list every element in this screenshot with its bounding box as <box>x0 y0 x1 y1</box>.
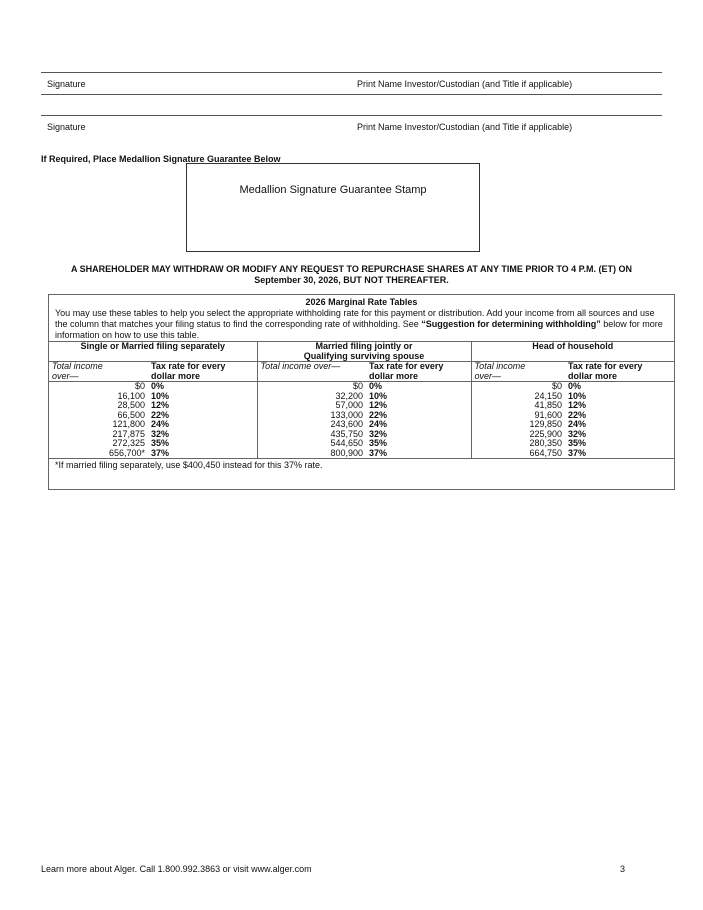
rate-single-cell: 22% <box>148 411 257 421</box>
rate-single-cell: 0% <box>148 382 257 392</box>
income-joint-cell: 133,000 <box>330 409 364 420</box>
signature-line-bottom <box>41 94 662 95</box>
rate-hoh-cell: 10% <box>568 390 587 401</box>
rate-single-cell: 32% <box>148 430 257 440</box>
income-single-cell: 217,875 <box>112 428 145 439</box>
income-joint-cell: 435,750 <box>330 428 364 439</box>
rate-joint-cell: 22% <box>366 411 471 421</box>
col-header-income-hoh: Total income over— <box>471 362 565 382</box>
income-hoh-cell: $0 <box>552 381 563 391</box>
rate-single-cell: 24% <box>148 420 257 430</box>
income-joint-cell: 32,200 <box>335 390 364 401</box>
rate-joint-cell: 37% <box>366 449 471 459</box>
rate-tables-title: 2026 Marginal Rate Tables <box>305 297 418 307</box>
page-number: 3 <box>620 864 626 874</box>
rate-single-cell: 35% <box>148 439 257 449</box>
marginal-rate-tables <box>48 294 675 490</box>
intro-text-bold: “Suggestion for determining withholding” <box>421 319 601 329</box>
income-hoh-cell: 91,600 <box>534 409 563 420</box>
col-header-rate-hoh: Tax rate for every dollar more <box>565 362 674 382</box>
rate-row <box>49 382 674 392</box>
signature-label: Signature <box>47 79 86 89</box>
rate-joint-cell: 32% <box>366 430 471 440</box>
income-single-cell: 16,100 <box>117 390 145 401</box>
rate-hoh-cell: 37% <box>568 447 587 458</box>
rate-hoh-cell: 0% <box>568 381 582 391</box>
group-header-joint: Married filing jointly or Qualifying surviving spouse <box>257 342 471 362</box>
rate-hoh-cell: 35% <box>568 438 587 448</box>
rate-single-cell: 37% <box>148 449 257 459</box>
income-joint-cell: 57,000 <box>335 400 364 410</box>
income-single-cell: 272,325 <box>112 438 145 448</box>
rate-footnote: *If married filing separately, use $400,450 instead for this 37% rate. <box>49 458 674 472</box>
intro-text-2: below for more information on how to use this table. <box>55 319 663 340</box>
signature-label-2: Signature <box>47 122 86 132</box>
rate-row <box>49 449 674 459</box>
rate-single-cell: 12% <box>148 401 257 411</box>
signature-line-top <box>41 72 662 73</box>
rate-single-cell: 10% <box>148 392 257 402</box>
income-joint-cell: $0 <box>353 381 364 391</box>
income-single-cell: 121,800 <box>112 419 145 429</box>
medallion-heading: If Required, Place Medallion Signature Guarantee Below <box>41 154 281 164</box>
income-hoh-cell: 41,850 <box>534 400 563 410</box>
rate-joint-cell: 0% <box>366 382 471 392</box>
intro-text-1: You may use these tables to help you select the appropriate withholding rate for this payment or distribution. Add your income from all sources and use the column that matches your filing status to find the corresponding rate of withholding. See <box>55 308 655 329</box>
income-single-cell: 28,500 <box>117 400 145 410</box>
medallion-stamp-label: Medallion Signature Guarantee Stamp <box>239 184 427 196</box>
income-hoh-cell: 225,900 <box>529 428 563 439</box>
rate-joint-cell: 12% <box>366 401 471 411</box>
col-header-rate-joint: Tax rate for every dollar more <box>366 362 471 382</box>
rate-hoh-cell: 12% <box>568 400 587 410</box>
notice-line-2: September 30, 2026, BUT NOT THEREAFTER. <box>254 275 449 285</box>
income-hoh-cell: 129,850 <box>529 419 563 429</box>
income-hoh-cell: 280,350 <box>529 438 563 448</box>
income-single-cell: $0 <box>134 381 145 391</box>
income-hoh-cell: 664,750 <box>529 447 563 458</box>
signature-line-top-2 <box>41 115 662 116</box>
rate-tables-intro <box>49 308 674 341</box>
medallion-stamp-box <box>186 163 480 252</box>
filing-status-header-row <box>49 342 674 362</box>
notice-line-1: A SHAREHOLDER MAY WITHDRAW OR MODIFY ANY REQUEST TO REPURCHASE SHARES AT ANY TIME PRIOR TO 4 P.M. (ET) ON <box>70 264 633 274</box>
rate-hoh-cell: 24% <box>568 419 587 429</box>
group-header-hoh: Head of household <box>471 342 674 362</box>
col-header-rate-single: Tax rate for every dollar more <box>148 362 257 382</box>
rates-table <box>49 341 674 458</box>
rate-hoh-cell: 32% <box>568 428 587 439</box>
rate-joint-cell: 35% <box>366 439 471 449</box>
group-header-single: Single or Married filing separately <box>49 342 257 362</box>
footer-contact: Learn more about Alger. Call 1.800.992.3863 or visit www.alger.com <box>41 864 312 874</box>
income-joint-cell: 800,900 <box>330 447 364 458</box>
income-single-cell: 656,700* <box>108 447 145 458</box>
rate-joint-cell: 10% <box>366 392 471 402</box>
print-name-label-2: Print Name Investor/Custodian (and Title if applicable) <box>357 122 573 132</box>
income-joint-cell: 544,650 <box>330 438 364 448</box>
col-header-income-single: Total income over— <box>49 362 148 382</box>
income-hoh-cell: 24,150 <box>534 390 563 401</box>
income-single-cell: 66,500 <box>117 409 145 420</box>
col-header-income-joint: Total income over— <box>257 362 366 382</box>
income-joint-cell: 243,600 <box>330 419 364 429</box>
rate-hoh-cell: 22% <box>568 409 587 420</box>
column-header-row <box>49 362 674 382</box>
withdraw-notice <box>41 264 662 286</box>
rate-joint-cell: 24% <box>366 420 471 430</box>
print-name-label: Print Name Investor/Custodian (and Title if applicable) <box>357 79 573 89</box>
